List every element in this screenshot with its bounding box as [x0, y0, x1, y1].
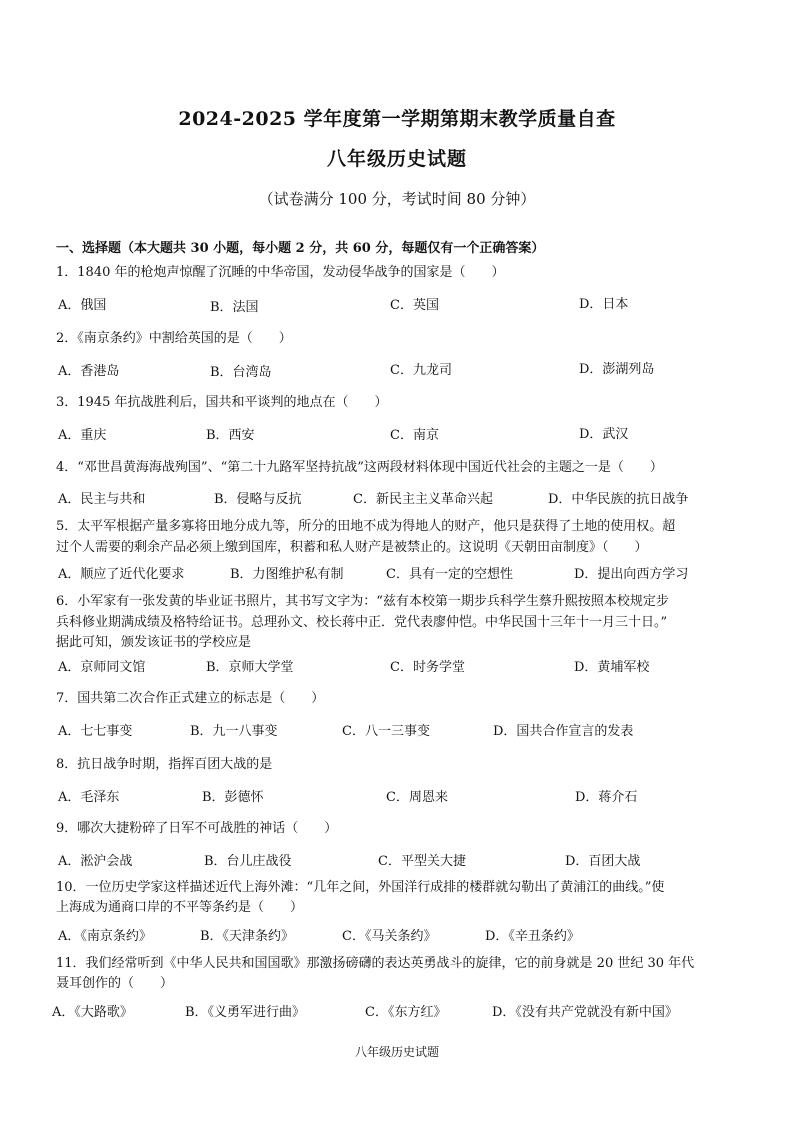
question-6-option-a: A．京师同文馆 — [58, 660, 146, 675]
question-5-option-a: A．顺应了近代化要求 — [58, 567, 185, 582]
question-5-option-d: D．提出向西方学习 — [574, 567, 689, 582]
question-5-stem-line-2: 过个人需要的剩余产品必须上缴到国库，积蓄和私人财产是被禁止的。这说明《天朝田亩制度》（ ） — [56, 540, 648, 555]
question-4-option-b: B．侵略与反抗 — [214, 492, 302, 507]
question-8-option-b: B．彭德怀 — [202, 790, 264, 805]
question-8-option-c: C．周恩来 — [386, 790, 448, 805]
question-6-option-b: B．京师大学堂 — [206, 660, 294, 675]
question-2-option-d: D．澎湖列岛 — [579, 362, 655, 377]
question-3-option-a: A．重庆 — [58, 428, 107, 443]
question-2-option-a: A．香港岛 — [58, 364, 120, 379]
question-1-option-a: A．俄国 — [58, 298, 107, 313]
question-7-option-a: A．七七事变 — [58, 724, 133, 739]
question-10-stem-line-2: 上海成为通商口岸的不平等条约是（ ） — [56, 900, 304, 915]
question-4-option-d: D．中华民族的抗日战争 — [548, 492, 689, 507]
question-3-option-d: D．武汉 — [579, 427, 629, 442]
question-1-stem: 1．1840 年的枪炮声惊醒了沉睡的中华帝国，发动侵华战争的国家是（ ） — [56, 265, 505, 280]
question-1-option-c: C．英国 — [390, 298, 439, 313]
question-9-option-b: B．台儿庄战役 — [204, 854, 292, 869]
question-8-option-d: D．蒋介石 — [575, 790, 638, 805]
section-heading: 一、选择题（本大题共 30 小题，每小题 2 分，共 60 分，每题仅有一个正确答案） — [56, 241, 545, 256]
question-10-option-c: C．《马关条约》 — [342, 929, 437, 944]
question-11-option-c: C．《东方红》 — [365, 1005, 447, 1020]
question-11-option-b: B．《义勇军进行曲》 — [185, 1005, 306, 1020]
question-6-stem-line-1: 6．小军家有一张发黄的毕业证书照片，其书写文字为：“兹有本校第一期步兵科学生蔡升熙按照本校规定步 — [56, 594, 669, 609]
question-7-option-c: C．八一三事变 — [342, 724, 430, 739]
question-6-stem-line-3: 据此可知，颁发该证书的学校应是 — [56, 635, 252, 650]
question-7-stem: 7．国共第二次合作正式建立的标志是（ ） — [56, 691, 325, 706]
question-6-stem-line-2: 兵科修业期满成绩及格特给证书。总理孙文、校长蒋中正．党代表廖仲恺。中华民国十三年十一月三十日。” — [56, 615, 668, 630]
question-7-option-b: B．九一八事变 — [190, 724, 278, 739]
question-4-stem: 4．“邓世昌黄海海战殉国”、“第二十九路军坚持抗战”这两段材料体现中国近代社会的主题之一是（ ） — [56, 460, 663, 475]
question-2-option-c: C．九龙司 — [390, 363, 452, 378]
question-8-option-a: A．毛泽东 — [58, 790, 120, 805]
question-4-option-a: A．民主与共和 — [58, 492, 146, 507]
question-6-option-d: D．黄埔军校 — [574, 660, 650, 675]
question-11-stem-line-1: 11．我们经常听到《中华人民共和国国歌》那激扬磅礴的表达英勇战斗的旋律，它的前身就是 20 世纪 30 年代 — [56, 956, 695, 971]
question-6-option-c: C．时务学堂 — [390, 660, 465, 675]
question-3-option-b: B．西安 — [206, 428, 255, 443]
question-7-option-d: D．国共合作宣言的发表 — [493, 724, 634, 739]
question-1-option-d: D．日本 — [579, 297, 629, 312]
question-3-stem: 3．1945 年抗战胜利后，国共和平谈判的地点在（ ） — [56, 395, 388, 410]
question-3-option-c: C．南京 — [390, 428, 439, 443]
page-footer: 八年级历史试题 — [354, 1045, 439, 1059]
exam-note: （试卷满分 100 分，考试时间 80 分钟） — [258, 190, 536, 208]
question-11-option-a: A．《大路歌》 — [52, 1005, 133, 1020]
exam-subject: 八年级历史试题 — [326, 148, 467, 170]
question-10-stem-line-1: 10．一位历史学家这样描述近代上海外滩：“几年之间，外国洋行成排的楼群就勾勒出了黄浦江的曲线。”使 — [56, 880, 665, 895]
exam-title: 2024-2025 学年度第一学期第期末教学质量自查 — [178, 108, 616, 130]
question-9-option-a: A．淞沪会战 — [58, 854, 133, 869]
question-10-option-a: A．《南京条约》 — [58, 929, 152, 944]
question-11-option-d: D．《没有共产党就没有新中国》 — [492, 1005, 678, 1020]
question-8-stem: 8．抗日战争时期，指挥百团大战的是 — [56, 757, 273, 772]
question-4-option-c: C．新民主主义革命兴起 — [353, 492, 493, 507]
question-5-stem-line-1: 5．太平军根据产量多寡将田地分成九等，所分的田地不成为得地人的财产，他只是获得了土地的使用权。超 — [56, 519, 676, 534]
question-9-option-c: C．平型关大捷 — [378, 854, 466, 869]
question-9-option-d: D．百团大战 — [565, 854, 641, 869]
question-10-option-b: B．《天津条约》 — [200, 929, 295, 944]
question-5-option-b: B．力图维护私有制 — [230, 567, 344, 582]
question-1-option-b: B．法国 — [210, 300, 259, 315]
question-11-stem-line-2: 聂耳创作的（ ） — [56, 976, 174, 991]
question-10-option-d: D．《辛丑条约》 — [485, 929, 580, 944]
question-2-stem: 2．《南京条约》中割给英国的是（ ） — [56, 331, 292, 346]
question-9-stem: 9．哪次大捷粉碎了日军不可战胜的神话（ ） — [56, 821, 338, 836]
question-2-option-b: B．台湾岛 — [210, 365, 272, 380]
question-5-option-c: C．具有一定的空想性 — [386, 567, 513, 582]
